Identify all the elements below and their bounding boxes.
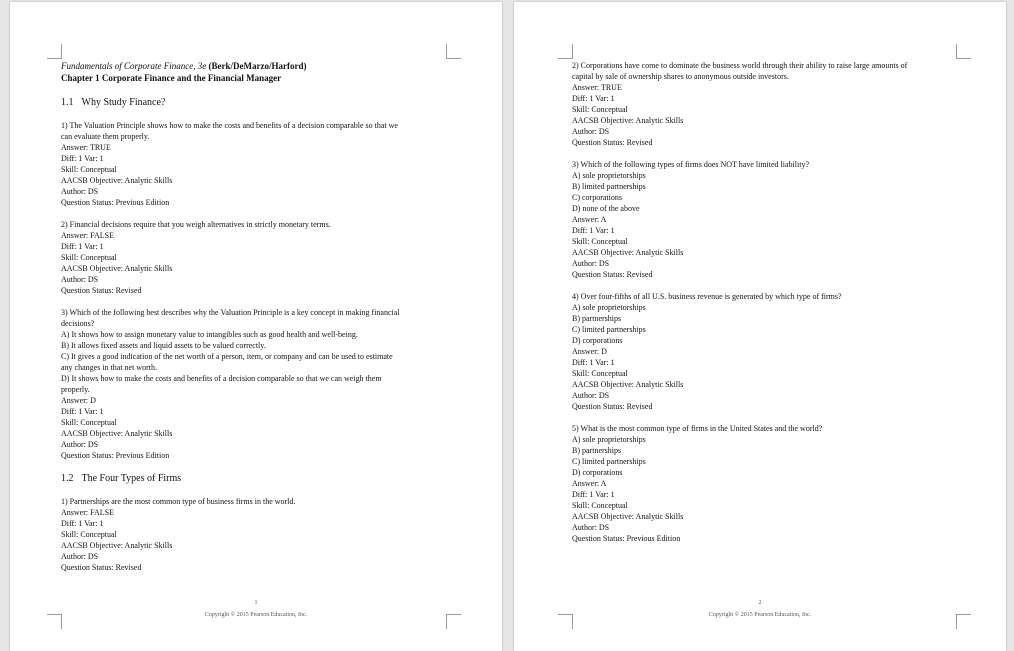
- section-number: 1.2: [61, 473, 74, 484]
- question-line: Answer: D: [61, 396, 96, 405]
- question-line: any changes in that net worth.: [61, 363, 157, 372]
- question-line: B) partnerships: [572, 314, 622, 323]
- question-line: D) none of the above: [572, 204, 640, 213]
- crop-mark-top-left: [558, 44, 573, 59]
- question-line: Question Status: Revised: [572, 270, 653, 279]
- section-heading-1-1: [61, 96, 456, 109]
- book-title: [61, 60, 456, 72]
- question-line: Skill: Conceptual: [61, 418, 117, 427]
- question-line: AACSB Objective: Analytic Skills: [572, 116, 684, 125]
- question-line: properly.: [61, 385, 90, 394]
- page-number: 1: [254, 600, 258, 606]
- question-line: A) sole proprietorships: [572, 171, 646, 180]
- section-title: Why Study Finance?: [81, 97, 166, 108]
- question-line: Answer: TRUE: [61, 143, 111, 152]
- question-line: Answer: A: [572, 479, 607, 488]
- question-line: Diff: 1 Var: 1: [61, 407, 104, 416]
- question-line: Author: DS: [61, 275, 99, 284]
- question-line: Diff: 1 Var: 1: [572, 358, 615, 367]
- book-title-italic: Fundamentals of Corporate Finance, 3e: [61, 61, 207, 71]
- question-line: Author: DS: [61, 440, 99, 449]
- question-line: C) corporations: [572, 193, 622, 202]
- question-line: B) partnerships: [572, 446, 622, 455]
- crop-mark-top-right: [956, 44, 971, 59]
- document-page-2: [514, 2, 1006, 651]
- question-line: 2) Corporations have come to dominate the business world through their ability to raise large amounts of: [572, 61, 908, 70]
- question-line: Answer: FALSE: [61, 508, 114, 517]
- question-line: Diff: 1 Var: 1: [61, 242, 104, 251]
- question-line: A) sole proprietorships: [572, 303, 646, 312]
- question-line: Diff: 1 Var: 1: [572, 226, 615, 235]
- question-line: Diff: 1 Var: 1: [61, 154, 104, 163]
- question-block: [61, 219, 456, 296]
- question-line: Skill: Conceptual: [572, 105, 628, 114]
- crop-mark-top-right: [446, 44, 461, 59]
- document-page-1: [10, 2, 502, 651]
- question-line: Author: DS: [572, 259, 610, 268]
- question-line: 2) Financial decisions require that you weigh alternatives in strictly monetary terms.: [61, 220, 331, 229]
- question-line: D) It shows how to make the costs and benefits of a decision comparable so that we can weigh them: [61, 374, 382, 383]
- question-line: Question Status: Previous Edition: [61, 451, 170, 460]
- question-line: Author: DS: [572, 127, 610, 136]
- question-line: Question Status: Previous Edition: [61, 198, 170, 207]
- question-line: AACSB Objective: Analytic Skills: [572, 248, 684, 257]
- question-line: AACSB Objective: Analytic Skills: [61, 264, 173, 273]
- question-line: Skill: Conceptual: [572, 369, 628, 378]
- question-line: B) limited partnerships: [572, 182, 646, 191]
- question-block: [61, 496, 456, 573]
- question-line: Author: DS: [572, 523, 610, 532]
- question-line: Skill: Conceptual: [572, 501, 628, 510]
- copyright-footer: Copyright © 2015 Pearson Education, Inc.: [204, 612, 308, 618]
- question-line: Diff: 1 Var: 1: [61, 519, 104, 528]
- crop-mark-top-left: [47, 44, 62, 59]
- question-line: Answer: A: [572, 215, 607, 224]
- question-line: Skill: Conceptual: [61, 253, 117, 262]
- question-line: Question Status: Revised: [61, 286, 142, 295]
- question-line: C) It gives a good indication of the net worth of a person, item, or company and can be used to estimate: [61, 352, 393, 361]
- question-line: capital by sale of ownership shares to anonymous outside investors.: [572, 72, 789, 81]
- question-line: Question Status: Revised: [572, 402, 653, 411]
- question-line: C) limited partnerships: [572, 325, 646, 334]
- question-line: decisions?: [61, 319, 95, 328]
- question-line: Diff: 1 Var: 1: [572, 94, 615, 103]
- question-line: AACSB Objective: Analytic Skills: [61, 429, 173, 438]
- question-block: [572, 423, 967, 544]
- question-block: [572, 60, 967, 148]
- question-line: AACSB Objective: Analytic Skills: [61, 176, 173, 185]
- question-line: 3) Which of the following types of firms does NOT have limited liability?: [572, 160, 809, 169]
- question-line: Skill: Conceptual: [61, 530, 117, 539]
- question-line: Question Status: Previous Edition: [572, 534, 681, 543]
- question-line: Diff: 1 Var: 1: [572, 490, 615, 499]
- chapter-title: Chapter 1 Corporate Finance and the Financial Manager: [61, 73, 282, 83]
- question-line: Skill: Conceptual: [572, 237, 628, 246]
- page-1-body: [61, 60, 456, 584]
- copyright-footer: Copyright © 2015 Pearson Education, Inc.: [708, 612, 812, 618]
- question-line: A) sole proprietorships: [572, 435, 646, 444]
- question-line: D) corporations: [572, 336, 623, 345]
- question-line: Question Status: Revised: [572, 138, 653, 147]
- question-line: C) limited partnerships: [572, 457, 646, 466]
- question-line: Author: DS: [61, 552, 99, 561]
- question-line: A) It shows how to assign monetary value to intangibles such as good health and well-being.: [61, 330, 358, 339]
- question-block: [61, 120, 456, 208]
- section-number: 1.1: [61, 97, 74, 108]
- question-line: Answer: FALSE: [61, 231, 114, 240]
- question-line: Author: DS: [61, 187, 99, 196]
- question-line: 1) The Valuation Principle shows how to make the costs and benefits of a decision comparable so that we: [61, 121, 398, 130]
- question-line: 3) Which of the following best describes why the Valuation Principle is a key concept in making financial: [61, 308, 400, 317]
- question-line: Question Status: Revised: [61, 563, 142, 572]
- question-block: [572, 291, 967, 412]
- page-2-body: [572, 60, 967, 555]
- question-line: 1) Partnerships are the most common type of business firms in the world.: [61, 497, 296, 506]
- question-line: AACSB Objective: Analytic Skills: [61, 541, 173, 550]
- question-line: Author: DS: [572, 391, 610, 400]
- section-heading-1-2: [61, 472, 456, 485]
- question-line: can evaluate them properly.: [61, 132, 150, 141]
- question-line: Answer: TRUE: [572, 83, 622, 92]
- question-line: AACSB Objective: Analytic Skills: [572, 512, 684, 521]
- question-line: 5) What is the most common type of firms in the United States and the world?: [572, 424, 823, 433]
- question-block: [572, 159, 967, 280]
- question-line: AACSB Objective: Analytic Skills: [572, 380, 684, 389]
- question-block: [61, 307, 456, 461]
- question-line: B) It allows fixed assets and liquid assets to be valued correctly.: [61, 341, 266, 350]
- book-title-authors: (Berk/DeMarzo/Harford): [206, 61, 307, 71]
- page-number: 2: [758, 600, 762, 606]
- section-title: The Four Types of Firms: [81, 473, 182, 484]
- question-line: 4) Over four-fifths of all U.S. business revenue is generated by which type of firms?: [572, 292, 842, 301]
- question-line: Answer: D: [572, 347, 607, 356]
- question-line: D) corporations: [572, 468, 623, 477]
- question-line: Skill: Conceptual: [61, 165, 117, 174]
